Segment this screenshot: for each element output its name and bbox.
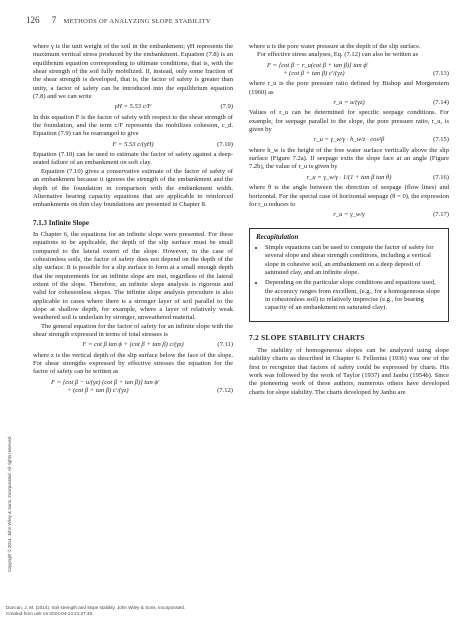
page-header bbox=[26, 15, 211, 25]
equation-7-11 bbox=[33, 341, 233, 349]
paragraph: where θ is the angle between the direction of seepage (flow lines) and horizontal. For the special case of horizontal seepage (θ = 0), the expression for r_u reduces to bbox=[249, 184, 449, 208]
equation-body: r_u = γ_w/γ · h_w/z · cos²β bbox=[313, 136, 385, 144]
equation-7-9 bbox=[33, 103, 233, 111]
footer-citation: Duncan, J. M. (2014). Soil strength and slope stability. John Wiley & Sons, Incorporated. bbox=[6, 605, 186, 610]
equation-number: (7.14) bbox=[433, 99, 449, 107]
equation-number: (7.16) bbox=[433, 173, 449, 181]
equation-body: r_u = γ_w/γ · 1/(1 + tan β tan θ) bbox=[306, 173, 392, 181]
recap-item: • Simple equations can be used to compute the factor of safety for several slope and shear strength conditions, including a vertical slope in cohesive soil, an embankment on a deep deposit of saturated clay, and an infinite slope. bbox=[265, 244, 442, 277]
equation-number: (7.17) bbox=[433, 211, 449, 219]
paragraph: In Chapter 6, the equations for an infinite slope were presented. For these equations to be applicable, the depth of the slip surface must be small compared to the lateral extent of the slope. However, in the case of cohesionless soils, the factor of safety does not depend on the depth of the slip surface. It is possible for a slip surface to form at a small enough depth that the requirements for an infinite slope are met, regardless of the lateral extent of the slope. Therefore, an infinite slope analysis is rigorous and valid for cohesionless slopes. The infinite slope analysis procedure is also applicable to cases where there is a stronger layer of soil parallel to the slope at shallow depth, for example, where a layer of relatively weak weathered soil is underlain by stronger, unweathered material. bbox=[33, 230, 233, 322]
footer bbox=[6, 605, 185, 617]
paragraph: where z is the vertical depth of the slip surface below the face of the slope. For shear strengths expressed by effective stresses the equation for the factor of safety can be written as bbox=[33, 351, 233, 376]
paragraph: Equation (7.10) gives a conservative estimate of the factor of safety of an embankment because it ignores the strength of the embankment and the depth of the foundation in comparison with the embankment width. Alternative bearing capacity equations that are applicable to reinforced embankments on thin clay foundations are presented in Chapter 8. bbox=[33, 167, 233, 209]
equation-line: + (cot β + tan β) c′/(γz) bbox=[67, 387, 129, 395]
chapter-title: METHODS OF ANALYZING SLOPE STABILITY bbox=[63, 18, 211, 25]
equation-body: r_u = γ_w/γ bbox=[333, 211, 365, 219]
equation-number: (7.12) bbox=[217, 387, 233, 395]
equation-number: (7.10) bbox=[217, 140, 233, 148]
equation-7-15 bbox=[249, 136, 449, 144]
equation-line: + (cot β + tan β) c′/(γz) bbox=[283, 70, 345, 78]
equation-body: F = cot β tan ϕ + (cot β + tan β) c/(γz) bbox=[82, 341, 184, 349]
left-column bbox=[33, 43, 233, 397]
section-heading: 7.1.3 Infinite Slope bbox=[33, 218, 90, 227]
paragraph: Values of r_u can be determined for specific seepage conditions. For example, for seepage parallel to the slope, the pore pressure ratio, r_u, is given by bbox=[249, 109, 449, 134]
paragraph: The general equation for the factor of safety for an infinite slope with the shear strength expressed in terms of total stresses is bbox=[33, 322, 233, 338]
footer-created: Created from unlr on 2024-04-14 21:27:48. bbox=[6, 611, 94, 616]
equation-7-10 bbox=[33, 141, 233, 149]
right-column bbox=[249, 43, 449, 397]
paragraph: The stability of homogeneous slopes can be analyzed using slope stability charts as described in Chapter 6. Fellenius (1936) was one of the first to recognize that factors of safety could be expressed by charts. His work was followed by the work of Taylor (1937) and Janbu (1954b). Since the pioneering work of these authors, numerous others have developed charts for slope stability. The charts developed by Janbu are bbox=[249, 346, 449, 396]
paragraph: where γ is the unit weight of the soil in the embankment; γH represents the maximum vertical stress produced by the embankment. Equation (7.8) is an equilibrium equation corresponding to ultimate conditions, that is, with the shear strength of the soil fully mobilized. If, instead, only some fraction of the shear strength is developed, that is, the factor of safety is greater than unity, a factor of safety can be introduced into the equilibrium equation (7.8) and we can write bbox=[33, 43, 233, 101]
copyright-sidebar bbox=[5, 232, 13, 572]
paragraph: where r_u is the pore pressure ratio defined by Bishop and Morgenstern (1960) as bbox=[249, 80, 449, 96]
recap-item: • Depending on the particular slope conditions and equations used, the accuracy ranges from excellent, (e.g., for a homogeneous slope in cohesionless soil) to relatively imprecise (e.g., for bearing capacity of an embankment on saturated clay). bbox=[265, 279, 442, 312]
equation-7-16 bbox=[249, 174, 449, 182]
paragraph: where h_w is the height of the free water surface vertically above the slip surface (Figure 7.2a). If seepage exits the slope face at an angle (Figure 7.2b), the value of r_u is given by bbox=[249, 146, 449, 171]
equation-number: (7.15) bbox=[433, 136, 449, 144]
equation-line: F = [cot β − r_u(cot β + tan β)] tan ϕ′ bbox=[267, 61, 369, 69]
paragraph: For effective stress analyses, Eq. (7.12) can also be written as bbox=[257, 51, 419, 59]
equation-7-12 bbox=[33, 379, 233, 396]
recap-list bbox=[256, 244, 442, 313]
paragraph: In this equation F is the factor of safety with respect to the shear strength of the foundation, and the term c/F represents the mobilizes cohesion, c_d. Equation (7.9) can be rearranged to give bbox=[33, 113, 233, 138]
section-heading: 7.2 SLOPE STABILITY CHARTS bbox=[249, 332, 365, 342]
equation-number: (7.11) bbox=[217, 341, 233, 349]
copyright-text: Copyright © 2014. John Wiley & Sons, Incorporated. All rights reserved. bbox=[7, 435, 12, 572]
equation-line: F = [cot β − u/(γz) (cot β + tan β)] tan ϕ′ bbox=[51, 378, 160, 386]
equation-body: F = 5.53 c/(γH) bbox=[112, 140, 154, 148]
paragraph: where u is the pore water pressure at the depth of the slip surface. bbox=[249, 43, 421, 50]
equation-number: (7.13) bbox=[433, 70, 449, 78]
equation-7-17 bbox=[249, 211, 449, 219]
equation-body: γH = 5.53 c/F bbox=[114, 103, 152, 111]
chapter-number: 7 bbox=[51, 15, 57, 25]
page-number: 126 bbox=[26, 15, 40, 25]
equation-7-14 bbox=[249, 99, 449, 107]
recap-title: Recapitulation bbox=[256, 232, 299, 241]
equation-number: (7.9) bbox=[220, 103, 233, 111]
equation-body: r_u = u/(γz) bbox=[333, 99, 365, 107]
equation-7-13 bbox=[249, 62, 449, 79]
paragraph: Equation (7.10) can be used to estimate the factor of safety against a deep-seated failure of an embankment on soft clay. bbox=[33, 151, 233, 167]
recapitulation-box bbox=[249, 228, 449, 322]
